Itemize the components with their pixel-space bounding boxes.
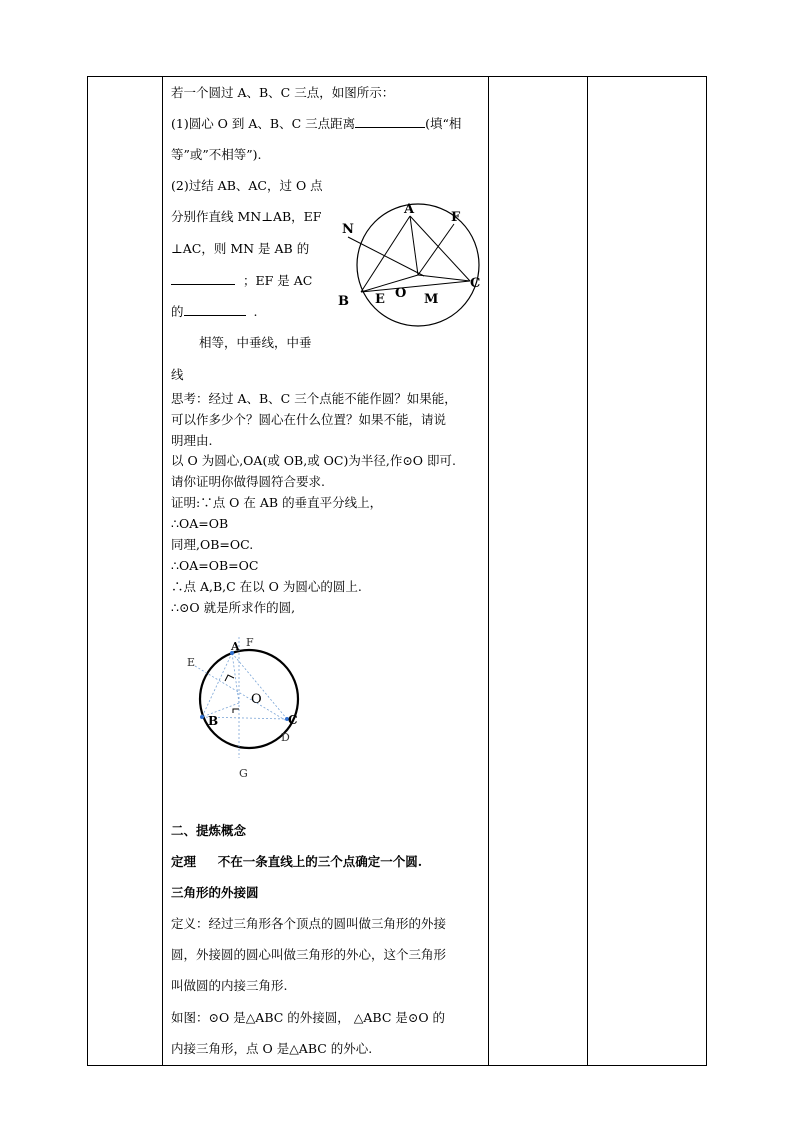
label-f: F — [246, 636, 254, 649]
label-o: O — [395, 286, 407, 301]
segment-ac — [232, 653, 287, 719]
segment-ac — [410, 216, 470, 281]
question-1-text: (1)圆心 O 到 A、B、C 三点距离 — [171, 116, 356, 131]
label-c: C — [288, 713, 298, 727]
content-cell — [163, 77, 489, 1066]
label-a: A — [404, 202, 415, 217]
label-c: C — [470, 276, 481, 291]
label-m: M — [424, 292, 439, 307]
segment-co — [418, 275, 470, 281]
proof-line-5: ∴点 A,B,C 在以 O 为圆心的圆上. — [171, 579, 362, 594]
definition-line-1: 定义：经过三角形各个顶点的圆叫做三角形的外接 — [171, 916, 447, 931]
think-line-2: 可以作多少个？圆心在什么位置？如果不能，请说 — [171, 412, 447, 427]
section-heading: 二、提炼概念 — [171, 823, 247, 838]
definition-line-3: 叫做圆的内接三角形. — [171, 978, 288, 993]
label-f: F — [451, 210, 461, 225]
question-2-end: . — [253, 304, 258, 319]
proof-line-2: ∴OA=OB — [171, 516, 229, 531]
question-2-line3: ⊥AC，则 MN 是 AB 的 — [171, 241, 310, 256]
line-ed — [195, 666, 285, 720]
label-o: O — [251, 692, 262, 707]
segment-ab — [361, 216, 410, 292]
answer-blank-3 — [184, 304, 246, 316]
third-column-cell — [489, 77, 588, 1066]
question-2: (2)过结 AB、AC，过 O 点 — [171, 178, 323, 193]
example-line-1: 如图：⊙O 是△ABC 的外接圆， △ABC 是⊙O 的 — [171, 1010, 446, 1025]
left-column-cell — [88, 77, 163, 1066]
right-angle-mark-2 — [233, 709, 239, 713]
proof-line-3: 同理,OB=OC. — [171, 537, 254, 552]
question-2-line4 — [171, 273, 312, 289]
theorem-label: 定理 — [171, 854, 197, 869]
circle-figure-2 — [187, 633, 327, 778]
question-2-line2: 分别作直线 MN⊥AB，EF — [171, 209, 322, 224]
think-line-1: 思考：经过 A、B、C 三个点能不能作圆？如果能， — [171, 391, 457, 406]
answer-text: 相等，中垂线，中垂 — [199, 335, 312, 350]
circumcircle — [357, 204, 479, 326]
question-1-hint: (填“相 — [425, 116, 462, 131]
example-line-2: 内接三角形，点 O 是△ABC 的外心. — [171, 1041, 373, 1056]
subheading: 三角形的外接圆 — [171, 885, 259, 900]
proof-line-6: ∴⊙O 就是所求作的圆, — [171, 600, 296, 615]
right-angle-mark-1 — [225, 675, 234, 681]
content-area — [163, 77, 488, 1065]
label-e: E — [375, 292, 385, 307]
label-b: B — [208, 714, 219, 728]
question-1-cont: 等”或”不相等”). — [171, 147, 262, 162]
think-line-3: 明理由. — [171, 433, 213, 448]
label-e: E — [187, 656, 196, 669]
line-ef — [418, 224, 454, 275]
proof-line-1: 证明:∵点 O 在 AB 的垂直平分线上， — [171, 495, 383, 510]
label-b: B — [338, 294, 349, 309]
point-b — [200, 715, 204, 719]
theorem-text: 不在一条直线上的三个点确定一个圆. — [217, 854, 423, 869]
think-line-5: 请你证明你做得圆符合要求. — [171, 474, 325, 489]
label-g: G — [239, 767, 248, 778]
question-1 — [171, 116, 461, 132]
label-a: A — [231, 640, 240, 653]
answer-blank-2 — [171, 273, 235, 285]
answer-blank-1 — [355, 116, 425, 128]
question-2-pre: 的 — [171, 304, 184, 319]
circle-figure-1 — [338, 195, 483, 335]
definition-line-2: 圆，外接圆的圆心叫做三角形的外心，这个三角形 — [171, 947, 447, 962]
think-line-4: 以 O 为圆心,OA(或 OB,或 OC)为半径,作⊙O 即可. — [171, 453, 457, 468]
label-n: N — [342, 222, 354, 237]
theorem-line — [171, 854, 422, 870]
intro-line: 若一个圆过 A、B、C 三点，如图所示： — [171, 85, 395, 100]
proof-line-4: ∴OA=OB=OC — [171, 558, 259, 573]
right-column-cell — [588, 77, 707, 1066]
segment-ao — [410, 216, 418, 275]
question-2-mid: ；EF 是 AC — [242, 273, 313, 288]
label-d: D — [281, 731, 290, 744]
lesson-table — [87, 76, 707, 1066]
line-nm — [348, 237, 424, 276]
segment-bc — [361, 281, 470, 292]
answer-text-cont: 线 — [171, 367, 184, 382]
question-2-line5 — [171, 304, 257, 320]
